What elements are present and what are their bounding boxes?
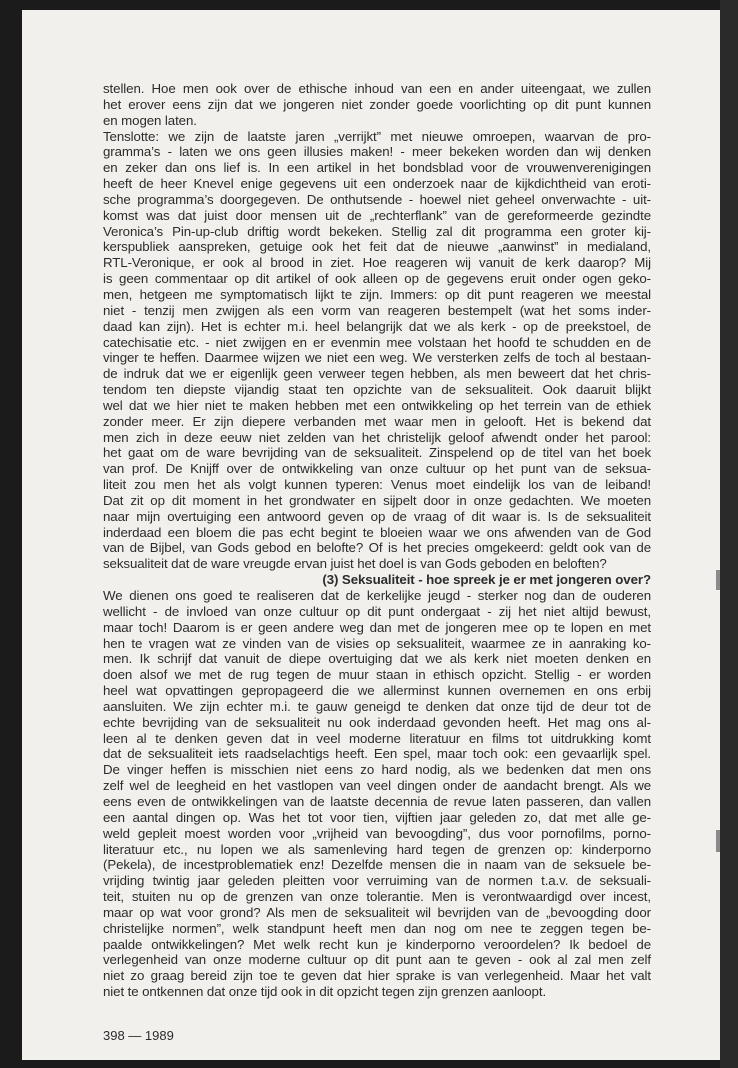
text-line: wellicht - de invloed van onze cultuur op dit punt ondergaat - zij het niet altijd bewust, [103,603,651,619]
text-line: Veronica’s Pin-up-club driftig wordt bekeken. Stellig zal dit programma een groter kij- [103,223,651,239]
text-line: en zeker dan ons lief is. In een artikel in het bondsblad voor de vrouwenverenigingen [103,160,651,176]
text-line: vinger te heffen. Daarmee wijzen we niet een weg. We versterken zelfs de toch al bestaan- [103,350,651,366]
text-line: het gaat om de ware bevrijding van de seksualiteit. Zinspelend op de titel van het boek [103,445,651,461]
text-line: (Pekela), de incestproblematiek enz! Dezelfde mensen die in naam van de seksuele be- [103,857,651,873]
text-line: wel dat we hier niet te maken hebben met een ontwikkeling op het terrein van de ethiek [103,397,651,413]
text-line: men. Ik schrijf dat vanuit de diepe overtuiging dat we als kerk niet moeten denken en [103,651,651,667]
text-line: kerspubliek aanspreken, getuige ook het feit dat de nieuwe „aanwinst” in medialand, [103,239,651,255]
text-line: christelijke normen”, welk standpunt heeft men dan nog om nee te zeggen tegen be- [103,920,651,936]
text-line: RTL-Veronique, er ook al brood in ziet. Hoe reageren wij vanuit de kerk daarop? Mij [103,255,651,271]
text-line: van prof. De Knijff over de ontwikkeling van onze cultuur op het punt van de seksua- [103,461,651,477]
text-line: de indruk dat we er eigenlijk geen verweer tegen hebben, als men beweert dat het chris- [103,366,651,382]
text-line: maar toch! Daarom is er geen andere weg dan met de jongeren mee op te lopen en met [103,619,651,635]
text-line: liteit zou men het als volgt kunnen typeren: Venus moet eindelijk los van de leiband! [103,477,651,493]
text-line: heeft de heer Knevel enige gegevens uit een onderzoek naar de kijkdichtheid van eroti- [103,176,651,192]
text-line: paalde ontwikkelingen? Met welk recht kun je kinderporno veroordelen? Ik bedoel de [103,936,651,952]
text-line: Tenslotte: we zijn de laatste jaren „verrijkt” met nieuwe omroepen, waarvan de pro- [103,128,651,144]
text-line: men, hetgeen me symptomatisch lijkt te zijn. Immers: op dit punt reageren we meestal [103,286,651,302]
text-line: het erover eens zijn dat we jongeren niet zonder goede voorlichting op dit punt kunnen [103,96,651,112]
text-line: tendom ten diepste vijandig staat ten opzichte van de seksualiteit. Ook daaruit blijkt [103,382,651,398]
text-line: echte bevrijding van de seksualiteit nu ook inderdaad gevonden heeft. Het mag ons al- [103,714,651,730]
text-line: catechisatie etc. - niet zwijgen en er evenmin mee volstaan het hoofd te schudden en de [103,334,651,350]
text-line: naar mijn overtuiging een antwoord geven op de vraag of dit waar is. Is de seksualiteit [103,508,651,524]
text-line: is geen commentaar op dit artikel of ook alleen op de gegevens eruit onder ogen geko- [103,271,651,287]
text-line: Dat zit op dit moment in het grondwater en sijpelt door in onze gedachten. We moeten [103,492,651,508]
scan-edge [720,0,738,1068]
text-line: daad kan zijn). Het is echter m.i. heel belangrijk dat we als kerk - op de preekstoel, de [103,318,651,334]
text-line: hen te vragen wat ze vinden van de visies op seksualiteit, waarmee ze in aanraking ko- [103,635,651,651]
text-line: eens even de ontwikkelingen van de laatste decennia de revue laten passeren, dan vallen [103,793,651,809]
body-text [103,81,651,1000]
text-line: niet zo graag bereid zijn toe te geven dat hier sprake is van verlegenheid. Maar het valt [103,968,651,984]
text-line: leen al te denken geven dat in veel moderne literatuur en films tot uitdrukking komt [103,730,651,746]
text-line: zelf wel de leegheid en het vastlopen van veel dingen onder de aandacht brengt. Als we [103,778,651,794]
text-line: van de Bijbel, van Gods gebod en belofte? Of is het precies omgekeerd: geldt ook van de [103,540,651,556]
text-line: We dienen ons goed te realiseren dat de kerkelijke jeugd - sterker nog dan de ouderen [103,588,651,603]
text-line: men zich in deze eeuw niet zelden van het christelijk geloof afwendt onder het parool: [103,429,651,445]
text-line: een aantal dingen op. Was het tot voor tien, vijftien jaar geleden zo, dat met alle ge- [103,809,651,825]
text-line: seksualiteit dat de ware vreugde ervan juist het doel is van Gods geboden en beloften? [103,556,607,572]
text-line: heel wat opvattingen gepropageerd die we allerminst kunnen overnemen en ons erbij [103,683,651,699]
text-line: maar op wat voor grond? Als men de seksualiteit wil bevrijden van de „bevoogding door [103,904,651,920]
text-line: literatuur etc., nu lopen we als samenleving hard tegen de grenzen op: kinderporno [103,841,651,857]
section-heading: (3) Seksualiteit - hoe spreek je er met jongeren over? [322,572,651,588]
text-line: vrijding twintig jaar geleden pleitten voor verruiming van de normen t.a.v. de seksuali- [103,873,651,889]
text-line: niet te ontkennen dat onze tijd ook in dit opzicht tegen zijn grenzen aanloopt. [103,984,547,1000]
text-line: sche programma’s doorgegeven. De onthutsende - hoewel niet geheel onverwachte - uit- [103,191,651,207]
text-line: verlegenheid van onze moderne cultuur op dit punt aan te geven - ook al zal men zelf [103,952,651,968]
text-line: stellen. Hoe men ook over de ethische inhoud van een en ander uiteengaat, we zullen [103,81,651,96]
text-line: niet - tenzij men zwijgen als een vorm van reageren bestempelt (wat het soms inder- [103,302,651,318]
text-line: De vinger heffen is misschien niet eens zo hard nodig, als we bedenken dat men ons [103,762,651,778]
text-line: teit, stuiten nu op de grenzen van onze tolerantie. Men is verontwaardigd over incest, [103,889,651,905]
text-line: komst was dat juist door mensen uit de „rechterflank” van de gereformeerde gezindte [103,207,651,223]
text-line: en mogen laten. [103,112,197,128]
text-line: gramma’s - laten we ons geen illusies maken! - meer bekeken worden dan wij denken [103,144,651,160]
text-line: zonder meer. Er zijn diepere verbanden met waar men in gelooft. Het is bekend dat [103,413,651,429]
page [22,10,720,1060]
text-line: inderdaad een bloem die pas echt begint te bloeien waar we ons afwenden van de God [103,524,651,540]
text-line: dat de seksualiteit iets raadselachtigs heeft. Een spel, maar toch ook: een gevaarlijk spel. [103,746,651,762]
page-folio: 398 — 1989 [103,1028,174,1043]
text-line: aansluiten. We zijn echter m.i. te gauw geneigd te denken dat onze tijd de deur tot de [103,698,651,714]
text-line: weld gepleit moest worden voor „vrijheid van bevoogding”, dus voor pornofilms, porno- [103,825,651,841]
text-line: doen alsof we met de rug tegen de muur staan in ethisch opzicht. Stellig - er worden [103,667,651,683]
